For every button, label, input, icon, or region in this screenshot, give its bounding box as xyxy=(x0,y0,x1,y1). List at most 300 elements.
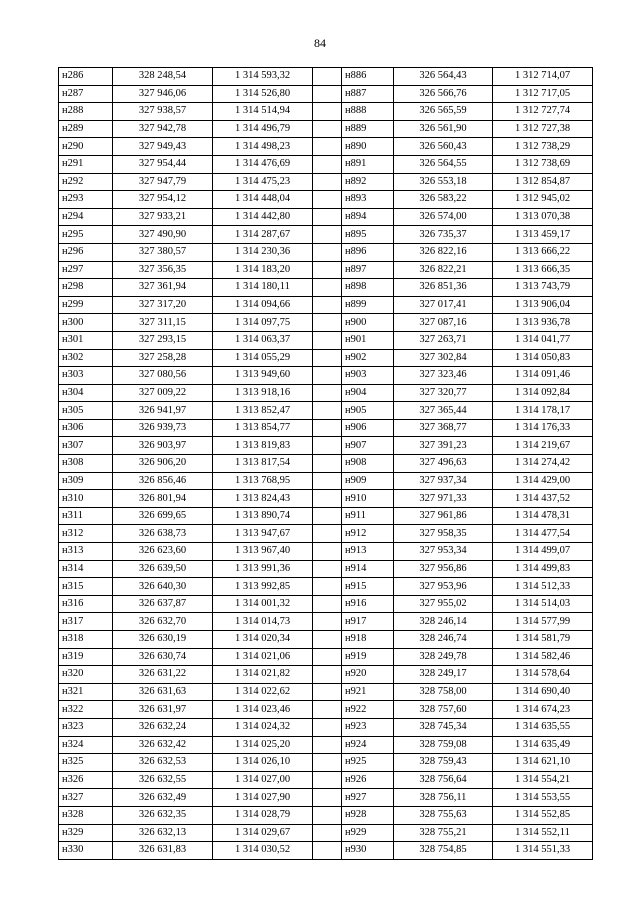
point-number-cell: н301 xyxy=(59,331,113,349)
x-coordinate-cell: 326 640,30 xyxy=(113,578,213,596)
x-coordinate-cell: 326 801,94 xyxy=(113,490,213,508)
point-number-cell: н899 xyxy=(342,296,394,314)
y-coordinate-cell: 1 314 635,55 xyxy=(493,718,593,736)
x-coordinate-cell: 326 631,63 xyxy=(113,683,213,701)
x-coordinate-cell: 327 954,12 xyxy=(113,191,213,209)
column-separator xyxy=(313,419,342,437)
y-coordinate-cell: 1 313 991,36 xyxy=(213,560,313,578)
point-number-cell: н315 xyxy=(59,578,113,596)
y-coordinate-cell: 1 314 437,52 xyxy=(493,490,593,508)
table-row xyxy=(59,173,593,191)
x-coordinate-cell: 328 759,43 xyxy=(394,754,493,772)
point-number-cell: н324 xyxy=(59,736,113,754)
x-coordinate-cell: 328 246,14 xyxy=(394,613,493,631)
x-coordinate-cell: 326 566,76 xyxy=(394,85,493,103)
table-row xyxy=(59,314,593,332)
table-row xyxy=(59,296,593,314)
x-coordinate-cell: 327 947,79 xyxy=(113,173,213,191)
x-coordinate-cell: 326 574,00 xyxy=(394,208,493,226)
point-number-cell: н316 xyxy=(59,595,113,613)
point-number-cell: н902 xyxy=(342,349,394,367)
y-coordinate-cell: 1 314 554,21 xyxy=(493,771,593,789)
table-row xyxy=(59,666,593,684)
table-row xyxy=(59,349,593,367)
column-separator xyxy=(313,367,342,385)
x-coordinate-cell: 326 735,37 xyxy=(394,226,493,244)
x-coordinate-cell: 327 956,86 xyxy=(394,560,493,578)
table-row xyxy=(59,490,593,508)
point-number-cell: н911 xyxy=(342,507,394,525)
table-row xyxy=(59,543,593,561)
x-coordinate-cell: 327 955,02 xyxy=(394,595,493,613)
table-row xyxy=(59,384,593,402)
y-coordinate-cell: 1 314 094,66 xyxy=(213,296,313,314)
y-coordinate-cell: 1 314 219,67 xyxy=(493,437,593,455)
x-coordinate-cell: 328 249,17 xyxy=(394,666,493,684)
y-coordinate-cell: 1 314 287,67 xyxy=(213,226,313,244)
y-coordinate-cell: 1 313 817,54 xyxy=(213,455,313,473)
point-number-cell: н919 xyxy=(342,648,394,666)
x-coordinate-cell: 327 933,21 xyxy=(113,208,213,226)
column-separator xyxy=(313,331,342,349)
y-coordinate-cell: 1 314 178,17 xyxy=(493,402,593,420)
y-coordinate-cell: 1 314 448,04 xyxy=(213,191,313,209)
point-number-cell: н925 xyxy=(342,754,394,772)
y-coordinate-cell: 1 314 442,80 xyxy=(213,208,313,226)
y-coordinate-cell: 1 312 945,02 xyxy=(493,191,593,209)
point-number-cell: н327 xyxy=(59,789,113,807)
point-number-cell: н317 xyxy=(59,613,113,631)
y-coordinate-cell: 1 314 593,32 xyxy=(213,68,313,86)
column-separator xyxy=(313,296,342,314)
column-separator xyxy=(313,437,342,455)
x-coordinate-cell: 327 009,22 xyxy=(113,384,213,402)
y-coordinate-cell: 1 314 498,23 xyxy=(213,138,313,156)
y-coordinate-cell: 1 314 027,90 xyxy=(213,789,313,807)
point-number-cell: н297 xyxy=(59,261,113,279)
point-number-cell: н903 xyxy=(342,367,394,385)
y-coordinate-cell: 1 314 478,31 xyxy=(493,507,593,525)
x-coordinate-cell: 327 365,44 xyxy=(394,402,493,420)
x-coordinate-cell: 327 258,28 xyxy=(113,349,213,367)
table-row xyxy=(59,68,593,86)
table-row xyxy=(59,402,593,420)
y-coordinate-cell: 1 314 476,69 xyxy=(213,155,313,173)
point-number-cell: н915 xyxy=(342,578,394,596)
y-coordinate-cell: 1 314 024,32 xyxy=(213,718,313,736)
point-number-cell: н306 xyxy=(59,419,113,437)
point-number-cell: н312 xyxy=(59,525,113,543)
x-coordinate-cell: 326 941,97 xyxy=(113,402,213,420)
column-separator xyxy=(313,261,342,279)
x-coordinate-cell: 326 639,50 xyxy=(113,560,213,578)
y-coordinate-cell: 1 314 023,46 xyxy=(213,701,313,719)
y-coordinate-cell: 1 314 091,46 xyxy=(493,367,593,385)
y-coordinate-cell: 1 314 014,73 xyxy=(213,613,313,631)
point-number-cell: н288 xyxy=(59,103,113,121)
x-coordinate-cell: 326 851,36 xyxy=(394,279,493,297)
table-row xyxy=(59,191,593,209)
point-number-cell: н891 xyxy=(342,155,394,173)
point-number-cell: н309 xyxy=(59,472,113,490)
point-number-cell: н917 xyxy=(342,613,394,631)
column-separator xyxy=(313,85,342,103)
point-number-cell: н896 xyxy=(342,243,394,261)
table-row xyxy=(59,648,593,666)
point-number-cell: н328 xyxy=(59,806,113,824)
y-coordinate-cell: 1 314 674,23 xyxy=(493,701,593,719)
x-coordinate-cell: 326 630,74 xyxy=(113,648,213,666)
y-coordinate-cell: 1 314 514,94 xyxy=(213,103,313,121)
table-row xyxy=(59,525,593,543)
y-coordinate-cell: 1 313 992,85 xyxy=(213,578,313,596)
x-coordinate-cell: 327 946,06 xyxy=(113,85,213,103)
x-coordinate-cell: 326 631,97 xyxy=(113,701,213,719)
point-number-cell: н906 xyxy=(342,419,394,437)
point-number-cell: н892 xyxy=(342,173,394,191)
x-coordinate-cell: 326 632,49 xyxy=(113,789,213,807)
point-number-cell: н326 xyxy=(59,771,113,789)
point-number-cell: н291 xyxy=(59,155,113,173)
table-row xyxy=(59,806,593,824)
table-row xyxy=(59,754,593,772)
column-separator xyxy=(313,578,342,596)
y-coordinate-cell: 1 314 027,00 xyxy=(213,771,313,789)
x-coordinate-cell: 327 380,57 xyxy=(113,243,213,261)
table-row xyxy=(59,789,593,807)
x-coordinate-cell: 326 637,87 xyxy=(113,595,213,613)
column-separator xyxy=(313,490,342,508)
point-number-cell: н323 xyxy=(59,718,113,736)
column-separator xyxy=(313,208,342,226)
point-number-cell: н307 xyxy=(59,437,113,455)
column-separator xyxy=(313,103,342,121)
point-number-cell: н898 xyxy=(342,279,394,297)
point-number-cell: н286 xyxy=(59,68,113,86)
y-coordinate-cell: 1 313 890,74 xyxy=(213,507,313,525)
column-separator xyxy=(313,472,342,490)
point-number-cell: н314 xyxy=(59,560,113,578)
x-coordinate-cell: 327 311,15 xyxy=(113,314,213,332)
coordinates-table-body xyxy=(59,68,593,860)
point-number-cell: н294 xyxy=(59,208,113,226)
point-number-cell: н913 xyxy=(342,543,394,561)
table-row xyxy=(59,367,593,385)
table-row xyxy=(59,138,593,156)
y-coordinate-cell: 1 314 022,62 xyxy=(213,683,313,701)
y-coordinate-cell: 1 314 582,46 xyxy=(493,648,593,666)
y-coordinate-cell: 1 314 050,83 xyxy=(493,349,593,367)
point-number-cell: н289 xyxy=(59,120,113,138)
y-coordinate-cell: 1 314 551,33 xyxy=(493,842,593,860)
point-number-cell: н924 xyxy=(342,736,394,754)
column-separator xyxy=(313,138,342,156)
y-coordinate-cell: 1 314 581,79 xyxy=(493,631,593,649)
column-separator xyxy=(313,543,342,561)
x-coordinate-cell: 328 755,21 xyxy=(394,824,493,842)
point-number-cell: н299 xyxy=(59,296,113,314)
column-separator xyxy=(313,155,342,173)
x-coordinate-cell: 327 961,86 xyxy=(394,507,493,525)
x-coordinate-cell: 327 323,46 xyxy=(394,367,493,385)
x-coordinate-cell: 326 638,73 xyxy=(113,525,213,543)
point-number-cell: н930 xyxy=(342,842,394,860)
point-number-cell: н292 xyxy=(59,173,113,191)
column-separator xyxy=(313,666,342,684)
point-number-cell: н295 xyxy=(59,226,113,244)
point-number-cell: н304 xyxy=(59,384,113,402)
table-row xyxy=(59,120,593,138)
x-coordinate-cell: 328 755,63 xyxy=(394,806,493,824)
point-number-cell: н909 xyxy=(342,472,394,490)
y-coordinate-cell: 1 313 666,35 xyxy=(493,261,593,279)
x-coordinate-cell: 326 822,16 xyxy=(394,243,493,261)
point-number-cell: н887 xyxy=(342,85,394,103)
point-number-cell: н311 xyxy=(59,507,113,525)
y-coordinate-cell: 1 314 063,37 xyxy=(213,331,313,349)
point-number-cell: н921 xyxy=(342,683,394,701)
point-number-cell: н905 xyxy=(342,402,394,420)
point-number-cell: н914 xyxy=(342,560,394,578)
y-coordinate-cell: 1 314 180,11 xyxy=(213,279,313,297)
x-coordinate-cell: 326 903,97 xyxy=(113,437,213,455)
x-coordinate-cell: 326 632,53 xyxy=(113,754,213,772)
point-number-cell: н313 xyxy=(59,543,113,561)
x-coordinate-cell: 327 496,63 xyxy=(394,455,493,473)
point-number-cell: н330 xyxy=(59,842,113,860)
point-number-cell: н918 xyxy=(342,631,394,649)
point-number-cell: н318 xyxy=(59,631,113,649)
table-row xyxy=(59,560,593,578)
y-coordinate-cell: 1 314 635,49 xyxy=(493,736,593,754)
point-number-cell: н900 xyxy=(342,314,394,332)
x-coordinate-cell: 326 822,21 xyxy=(394,261,493,279)
y-coordinate-cell: 1 314 499,07 xyxy=(493,543,593,561)
table-row xyxy=(59,507,593,525)
column-separator xyxy=(313,701,342,719)
y-coordinate-cell: 1 314 553,55 xyxy=(493,789,593,807)
x-coordinate-cell: 326 632,55 xyxy=(113,771,213,789)
point-number-cell: н922 xyxy=(342,701,394,719)
table-row xyxy=(59,824,593,842)
table-row xyxy=(59,243,593,261)
y-coordinate-cell: 1 313 947,67 xyxy=(213,525,313,543)
x-coordinate-cell: 327 320,77 xyxy=(394,384,493,402)
y-coordinate-cell: 1 313 070,38 xyxy=(493,208,593,226)
y-coordinate-cell: 1 313 819,83 xyxy=(213,437,313,455)
y-coordinate-cell: 1 313 918,16 xyxy=(213,384,313,402)
coordinates-table xyxy=(58,67,593,860)
x-coordinate-cell: 327 368,77 xyxy=(394,419,493,437)
point-number-cell: н329 xyxy=(59,824,113,842)
column-separator xyxy=(313,683,342,701)
y-coordinate-cell: 1 312 854,87 xyxy=(493,173,593,191)
x-coordinate-cell: 328 756,11 xyxy=(394,789,493,807)
y-coordinate-cell: 1 312 714,07 xyxy=(493,68,593,86)
y-coordinate-cell: 1 313 936,78 xyxy=(493,314,593,332)
y-coordinate-cell: 1 314 477,54 xyxy=(493,525,593,543)
column-separator xyxy=(313,279,342,297)
column-separator xyxy=(313,754,342,772)
x-coordinate-cell: 327 942,78 xyxy=(113,120,213,138)
point-number-cell: н321 xyxy=(59,683,113,701)
point-number-cell: н890 xyxy=(342,138,394,156)
column-separator xyxy=(313,507,342,525)
x-coordinate-cell: 326 583,22 xyxy=(394,191,493,209)
point-number-cell: н319 xyxy=(59,648,113,666)
y-coordinate-cell: 1 314 030,52 xyxy=(213,842,313,860)
table-row xyxy=(59,437,593,455)
y-coordinate-cell: 1 313 949,60 xyxy=(213,367,313,385)
point-number-cell: н305 xyxy=(59,402,113,420)
table-row xyxy=(59,578,593,596)
column-separator xyxy=(313,191,342,209)
point-number-cell: н889 xyxy=(342,120,394,138)
y-coordinate-cell: 1 313 459,17 xyxy=(493,226,593,244)
point-number-cell: н303 xyxy=(59,367,113,385)
x-coordinate-cell: 326 632,24 xyxy=(113,718,213,736)
point-number-cell: н926 xyxy=(342,771,394,789)
column-separator xyxy=(313,595,342,613)
column-separator xyxy=(313,243,342,261)
table-row xyxy=(59,701,593,719)
y-coordinate-cell: 1 314 690,40 xyxy=(493,683,593,701)
x-coordinate-cell: 327 958,35 xyxy=(394,525,493,543)
x-coordinate-cell: 328 745,34 xyxy=(394,718,493,736)
y-coordinate-cell: 1 314 021,82 xyxy=(213,666,313,684)
point-number-cell: н912 xyxy=(342,525,394,543)
y-coordinate-cell: 1 314 429,00 xyxy=(493,472,593,490)
y-coordinate-cell: 1 314 025,20 xyxy=(213,736,313,754)
y-coordinate-cell: 1 314 176,33 xyxy=(493,419,593,437)
x-coordinate-cell: 326 632,13 xyxy=(113,824,213,842)
point-number-cell: н886 xyxy=(342,68,394,86)
x-coordinate-cell: 326 939,73 xyxy=(113,419,213,437)
column-separator xyxy=(313,718,342,736)
y-coordinate-cell: 1 314 274,42 xyxy=(493,455,593,473)
column-separator xyxy=(313,771,342,789)
x-coordinate-cell: 327 356,35 xyxy=(113,261,213,279)
point-number-cell: н296 xyxy=(59,243,113,261)
y-coordinate-cell: 1 314 578,64 xyxy=(493,666,593,684)
x-coordinate-cell: 328 756,64 xyxy=(394,771,493,789)
column-separator xyxy=(313,824,342,842)
y-coordinate-cell: 1 314 026,10 xyxy=(213,754,313,772)
x-coordinate-cell: 327 361,94 xyxy=(113,279,213,297)
y-coordinate-cell: 1 313 854,77 xyxy=(213,419,313,437)
column-separator xyxy=(313,525,342,543)
table-row xyxy=(59,103,593,121)
y-coordinate-cell: 1 314 475,23 xyxy=(213,173,313,191)
column-separator xyxy=(313,736,342,754)
x-coordinate-cell: 326 553,18 xyxy=(394,173,493,191)
y-coordinate-cell: 1 314 514,03 xyxy=(493,595,593,613)
table-row xyxy=(59,331,593,349)
point-number-cell: н897 xyxy=(342,261,394,279)
column-separator xyxy=(313,384,342,402)
y-coordinate-cell: 1 314 183,20 xyxy=(213,261,313,279)
x-coordinate-cell: 327 949,43 xyxy=(113,138,213,156)
table-row xyxy=(59,613,593,631)
y-coordinate-cell: 1 314 029,67 xyxy=(213,824,313,842)
point-number-cell: н293 xyxy=(59,191,113,209)
point-number-cell: н927 xyxy=(342,789,394,807)
x-coordinate-cell: 327 954,44 xyxy=(113,155,213,173)
y-coordinate-cell: 1 314 621,10 xyxy=(493,754,593,772)
table-row xyxy=(59,279,593,297)
table-row xyxy=(59,155,593,173)
y-coordinate-cell: 1 312 738,69 xyxy=(493,155,593,173)
x-coordinate-cell: 327 391,23 xyxy=(394,437,493,455)
x-coordinate-cell: 326 632,42 xyxy=(113,736,213,754)
table-row xyxy=(59,736,593,754)
point-number-cell: н325 xyxy=(59,754,113,772)
point-number-cell: н308 xyxy=(59,455,113,473)
table-row xyxy=(59,771,593,789)
column-separator xyxy=(313,789,342,807)
point-number-cell: н901 xyxy=(342,331,394,349)
y-coordinate-cell: 1 314 577,99 xyxy=(493,613,593,631)
point-number-cell: н298 xyxy=(59,279,113,297)
x-coordinate-cell: 328 248,54 xyxy=(113,68,213,86)
table-row xyxy=(59,595,593,613)
x-coordinate-cell: 327 953,96 xyxy=(394,578,493,596)
x-coordinate-cell: 328 757,60 xyxy=(394,701,493,719)
x-coordinate-cell: 326 564,55 xyxy=(394,155,493,173)
table-row xyxy=(59,261,593,279)
point-number-cell: н300 xyxy=(59,314,113,332)
x-coordinate-cell: 327 017,41 xyxy=(394,296,493,314)
x-coordinate-cell: 328 758,00 xyxy=(394,683,493,701)
x-coordinate-cell: 326 631,22 xyxy=(113,666,213,684)
x-coordinate-cell: 327 490,90 xyxy=(113,226,213,244)
x-coordinate-cell: 327 263,71 xyxy=(394,331,493,349)
x-coordinate-cell: 327 087,16 xyxy=(394,314,493,332)
y-coordinate-cell: 1 312 738,29 xyxy=(493,138,593,156)
x-coordinate-cell: 326 631,83 xyxy=(113,842,213,860)
table-row xyxy=(59,631,593,649)
point-number-cell: н894 xyxy=(342,208,394,226)
point-number-cell: н923 xyxy=(342,718,394,736)
point-number-cell: н888 xyxy=(342,103,394,121)
y-coordinate-cell: 1 314 041,77 xyxy=(493,331,593,349)
page-number: 84 xyxy=(314,36,326,50)
column-separator xyxy=(313,455,342,473)
y-coordinate-cell: 1 314 001,32 xyxy=(213,595,313,613)
point-number-cell: н322 xyxy=(59,701,113,719)
y-coordinate-cell: 1 314 020,34 xyxy=(213,631,313,649)
column-separator xyxy=(313,314,342,332)
y-coordinate-cell: 1 314 512,33 xyxy=(493,578,593,596)
x-coordinate-cell: 326 560,43 xyxy=(394,138,493,156)
y-coordinate-cell: 1 313 906,04 xyxy=(493,296,593,314)
column-separator xyxy=(313,349,342,367)
y-coordinate-cell: 1 314 499,83 xyxy=(493,560,593,578)
x-coordinate-cell: 327 302,84 xyxy=(394,349,493,367)
y-coordinate-cell: 1 313 852,47 xyxy=(213,402,313,420)
table-row xyxy=(59,683,593,701)
y-coordinate-cell: 1 314 230,36 xyxy=(213,243,313,261)
table-row xyxy=(59,718,593,736)
y-coordinate-cell: 1 313 666,22 xyxy=(493,243,593,261)
x-coordinate-cell: 327 293,15 xyxy=(113,331,213,349)
y-coordinate-cell: 1 313 768,95 xyxy=(213,472,313,490)
column-separator xyxy=(313,842,342,860)
point-number-cell: н287 xyxy=(59,85,113,103)
point-number-cell: н893 xyxy=(342,191,394,209)
column-separator xyxy=(313,613,342,631)
x-coordinate-cell: 327 953,34 xyxy=(394,543,493,561)
